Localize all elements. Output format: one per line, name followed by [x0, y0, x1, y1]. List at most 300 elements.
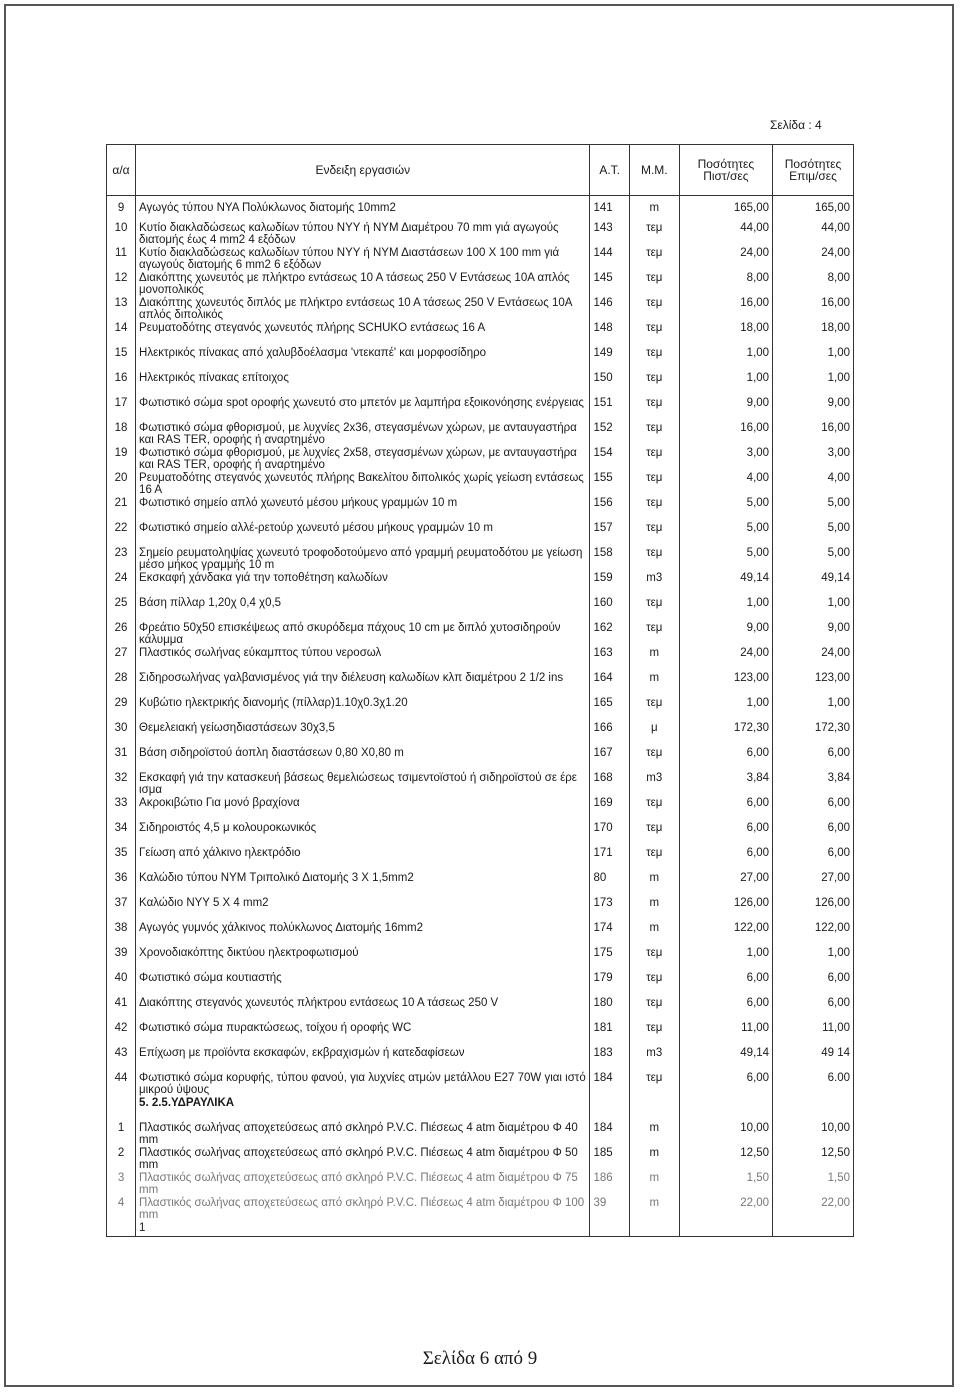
- table-row: [107, 1122, 854, 1147]
- table-row: [107, 572, 854, 597]
- row-number: 9: [107, 196, 136, 223]
- table-row: [107, 597, 854, 622]
- row-description: Φωτιστικό σώμα φθορισμού, με λυχνίες 2x58, στεγασμένων χώρων, με ανταυγαστήρα και RAS TER, οροφής ή αναρτημένο: [136, 447, 590, 472]
- row-number: 11: [107, 247, 136, 272]
- row-qty2: 4,00: [773, 472, 854, 497]
- row-qty2: 49,14: [773, 572, 854, 597]
- header-description: Ενδειξη εργασιών: [136, 145, 590, 196]
- row-description: Ηλεκτρικός πίνακας επίτοιχος: [136, 372, 590, 397]
- table-row: [107, 1172, 854, 1197]
- row-qty1: 16,00: [679, 422, 772, 447]
- row-unit: τεμ: [629, 697, 679, 722]
- row-qty2: 12,50: [773, 1147, 854, 1172]
- row-qty1: 6,00: [679, 797, 772, 822]
- row-at: 141: [590, 196, 629, 223]
- row-at: 171: [590, 847, 629, 872]
- row-description: Φωτιστικό σώμα φθορισμού, με λυχνίες 2x36, στεγασμένων χώρων, με ανταυγαστήρα και RAS TER, οροφής ή αναρτημένο: [136, 422, 590, 447]
- row-description: Σιδηροιστός 4,5 μ κολουροκωνικός: [136, 822, 590, 847]
- row-number: 35: [107, 847, 136, 872]
- header-mm: Μ.Μ.: [629, 145, 679, 196]
- row-at: 158: [590, 547, 629, 572]
- row-at: 179: [590, 972, 629, 997]
- row-qty1: 6,00: [679, 972, 772, 997]
- row-number: 34: [107, 822, 136, 847]
- row-number: 28: [107, 672, 136, 697]
- row-at: 186: [590, 1172, 629, 1197]
- row-at: 155: [590, 472, 629, 497]
- row-qty1: 6,00: [679, 847, 772, 872]
- row-number: 16: [107, 372, 136, 397]
- row-qty2: 24,00: [773, 247, 854, 272]
- row-description: Εκσκαφή γιά την κατασκευή βάσεως θεμελιώσεως τσιμεντοϊστού ή σιδηροϊστού σε έρε ισμα: [136, 772, 590, 797]
- section-title: 5. 2.5.ΥΔΡΑΥΛΙΚΑ: [136, 1097, 590, 1122]
- row-number: 37: [107, 897, 136, 922]
- row-number: 29: [107, 697, 136, 722]
- row-qty1: 1,00: [679, 372, 772, 397]
- row-unit: τεμ: [629, 347, 679, 372]
- row-qty2: 6,00: [773, 797, 854, 822]
- row-qty1: 22,00: [679, 1197, 772, 1222]
- row-qty1: 123,00: [679, 672, 772, 697]
- row-description: Κυτίο διακλαδώσεως καλωδίων τύπου ΝΥΥ ή ΝΥΜ Διαστάσεων 100 Χ 100 mm γιά αγωγούς διατομής 6 mm2 6 εξόδων: [136, 247, 590, 272]
- row-unit: τεμ: [629, 797, 679, 822]
- row-unit: τεμ: [629, 222, 679, 247]
- row-at: 143: [590, 222, 629, 247]
- row-qty1: 1,00: [679, 347, 772, 372]
- header-qty1: Ποσότητες Πιστ/σες: [679, 145, 772, 196]
- row-qty2: 16,00: [773, 297, 854, 322]
- table-row: [107, 947, 854, 972]
- row-at: 156: [590, 497, 629, 522]
- table-row: [107, 922, 854, 947]
- row-unit: τεμ: [629, 997, 679, 1022]
- row-number: 3: [107, 1172, 136, 1197]
- row-description: Φρεάτιο 50χ50 επισκέψεως από σκυρόδεμα πάχους 10 cm με διπλό χυτοσιδηρούν κάλυμμα: [136, 622, 590, 647]
- row-at: 160: [590, 597, 629, 622]
- row-number: 1: [107, 1122, 136, 1147]
- page-footer: Σελίδα 6 από 9: [422, 1348, 538, 1369]
- row-at: 145: [590, 272, 629, 297]
- row-at: 168: [590, 772, 629, 797]
- row-number: 42: [107, 1022, 136, 1047]
- row-qty2: 5,00: [773, 547, 854, 572]
- row-number: 41: [107, 997, 136, 1022]
- row-number: 12: [107, 272, 136, 297]
- row-description: Φωτιστικό σώμα spot οροφής χωνευτό στο μπετόν με λαμπήρα εξοικονόησης ενέργειας: [136, 397, 590, 422]
- row-qty1: 1,00: [679, 597, 772, 622]
- row-unit: m: [629, 647, 679, 672]
- table-row: [107, 422, 854, 447]
- row-unit: τεμ: [629, 472, 679, 497]
- row-qty1: 24,00: [679, 247, 772, 272]
- row-qty2: 126,00: [773, 897, 854, 922]
- empty-cell: [679, 1222, 772, 1237]
- row-at: 180: [590, 997, 629, 1022]
- row-qty1: 172,30: [679, 722, 772, 747]
- row-unit: τεμ: [629, 297, 679, 322]
- section-row: [107, 1097, 854, 1122]
- row-description: Ρευματοδότης στεγανός χωνευτός πλήρης SCHUKO εντάσεως 16 Α: [136, 322, 590, 347]
- row-at: 165: [590, 697, 629, 722]
- row-at: 146: [590, 297, 629, 322]
- row-qty2: 1,00: [773, 347, 854, 372]
- row-at: 167: [590, 747, 629, 772]
- row-description: Φωτιστικό σώμα πυρακτώσεως, τοίχου ή οροφής WC: [136, 1022, 590, 1047]
- row-unit: τεμ: [629, 822, 679, 847]
- row-number: 15: [107, 347, 136, 372]
- row-unit: τεμ: [629, 522, 679, 547]
- empty-cell: [590, 1222, 629, 1237]
- row-qty2: 6,00: [773, 747, 854, 772]
- row-unit: m: [629, 672, 679, 697]
- row-number: 36: [107, 872, 136, 897]
- row-qty2: 6,00: [773, 822, 854, 847]
- row-description: Φωτιστικό σημείο απλό χωνευτό μέσου μήκους γραμμών 10 m: [136, 497, 590, 522]
- row-at: 152: [590, 422, 629, 447]
- row-qty1: 18,00: [679, 322, 772, 347]
- row-qty1: 49,14: [679, 1047, 772, 1072]
- row-number: 27: [107, 647, 136, 672]
- row-unit: τεμ: [629, 547, 679, 572]
- row-description: Πλαστικός σωλήνας εύκαμπτος τύπου νεροσωλ: [136, 647, 590, 672]
- row-number: 10: [107, 222, 136, 247]
- row-description: Επίχωση με προϊόντα εκσκαφών, εκβραχισμών ή κατεδαφίσεων: [136, 1047, 590, 1072]
- empty-cell: [107, 1222, 136, 1237]
- row-qty2: 9,00: [773, 397, 854, 422]
- works-table: [106, 144, 854, 1237]
- row-qty2: 49 14: [773, 1047, 854, 1072]
- row-at: 170: [590, 822, 629, 847]
- row-qty1: 1,00: [679, 697, 772, 722]
- row-qty1: 3,84: [679, 772, 772, 797]
- row-at: 173: [590, 897, 629, 922]
- header-qty2: Ποσότητες Επιμ/σες: [773, 145, 854, 196]
- table-row: [107, 522, 854, 547]
- row-qty1: 11,00: [679, 1022, 772, 1047]
- row-qty1: 16,00: [679, 297, 772, 322]
- row-unit: m3: [629, 1047, 679, 1072]
- row-unit: τεμ: [629, 272, 679, 297]
- row-number: 20: [107, 472, 136, 497]
- row-number: 21: [107, 497, 136, 522]
- row-qty1: 122,00: [679, 922, 772, 947]
- row-qty2: 18,00: [773, 322, 854, 347]
- row-at: 166: [590, 722, 629, 747]
- row-qty1: 24,00: [679, 647, 772, 672]
- row-qty2: 11,00: [773, 1022, 854, 1047]
- row-number: 39: [107, 947, 136, 972]
- row-at: 184: [590, 1072, 629, 1097]
- row-number: 26: [107, 622, 136, 647]
- row-description: Πλαστικός σωλήνας αποχετεύσεως από σκληρό P.V.C. Πιέσεως 4 atm διαμέτρου Φ 40 mm: [136, 1122, 590, 1147]
- row-description: Διακόπτης χωνευτός με πλήκτρο εντάσεως 10 Α τάσεως 250 V Εντάσεως 10Α απλός μονοπολικός: [136, 272, 590, 297]
- empty-cell: [773, 1097, 854, 1122]
- row-at: 154: [590, 447, 629, 472]
- row-description: Σημείο ρευματοληψίας χωνευτό τροφοδοτούμενο από γραμμή ρευματοδότου με γείωση μέσο μήκος γραμμής 10 m: [136, 547, 590, 572]
- row-qty1: 6,00: [679, 747, 772, 772]
- row-at: 150: [590, 372, 629, 397]
- row-at: 185: [590, 1147, 629, 1172]
- row-qty1: 126,00: [679, 897, 772, 922]
- row-qty1: 9,00: [679, 622, 772, 647]
- row-description: Διακόπτης στεγανός χωνευτός πλήκτρου εντάσεως 10 Α τάσεως 250 V: [136, 997, 590, 1022]
- row-number: 4: [107, 1197, 136, 1222]
- row-at: 149: [590, 347, 629, 372]
- row-qty1: 6,00: [679, 1072, 772, 1097]
- table-row: [107, 747, 854, 772]
- row-number: 13: [107, 297, 136, 322]
- table-row: [107, 622, 854, 647]
- row-at: 174: [590, 922, 629, 947]
- empty-cell: [107, 1097, 136, 1122]
- table-row: [107, 697, 854, 722]
- table-row: [107, 1022, 854, 1047]
- empty-cell: [679, 1097, 772, 1122]
- table-row: [107, 222, 854, 247]
- row-description: Πλαστικός σωλήνας αποχετεύσεως από σκληρό P.V.C. Πιέσεως 4 atm διαμέτρου Φ 75 mm: [136, 1172, 590, 1197]
- row-at: 175: [590, 947, 629, 972]
- row-unit: m: [629, 1122, 679, 1147]
- row-number: 22: [107, 522, 136, 547]
- row-qty2: 165,00: [773, 196, 854, 223]
- row-at: 184: [590, 1122, 629, 1147]
- row-unit: τεμ: [629, 597, 679, 622]
- row-description: Αγωγός γυμνός χάλκινος πολύκλωνος Διατομής 16mm2: [136, 922, 590, 947]
- row-at: 169: [590, 797, 629, 822]
- row-unit: m: [629, 872, 679, 897]
- row-number: 31: [107, 747, 136, 772]
- row-qty1: 49,14: [679, 572, 772, 597]
- table-row: [107, 1047, 854, 1072]
- row-qty1: 9,00: [679, 397, 772, 422]
- row-number: 25: [107, 597, 136, 622]
- row-number: 18: [107, 422, 136, 447]
- row-qty2: 3,00: [773, 447, 854, 472]
- row-unit: τεμ: [629, 972, 679, 997]
- row-unit: τεμ: [629, 1072, 679, 1097]
- row-qty2: 3,84: [773, 772, 854, 797]
- table-row: [107, 472, 854, 497]
- row-description: Καλώδιο τύπου ΝΥΜ Τριπολικό Διατομής 3 Χ 1,5mm2: [136, 872, 590, 897]
- row-number: 17: [107, 397, 136, 422]
- row-qty1: 4,00: [679, 472, 772, 497]
- row-qty1: 6,00: [679, 822, 772, 847]
- row-description: Φωτιστικό σώμα κορυφής, τύπου φανού, για λυχνίες ατμών μετάλλου Ε27 70W γιαι ιστό μικρού ύψους: [136, 1072, 590, 1097]
- row-unit: τεμ: [629, 322, 679, 347]
- row-unit: m: [629, 897, 679, 922]
- row-at: 181: [590, 1022, 629, 1047]
- table-row: [107, 447, 854, 472]
- row-qty1: 44,00: [679, 222, 772, 247]
- row-number: 40: [107, 972, 136, 997]
- row-qty2: 5,00: [773, 497, 854, 522]
- table-row: [107, 647, 854, 672]
- row-number: 33: [107, 797, 136, 822]
- row-unit: m: [629, 1197, 679, 1222]
- row-description: Καλώδιο ΝΥΥ 5 Χ 4 mm2: [136, 897, 590, 922]
- row-number: 2: [107, 1147, 136, 1172]
- table-row: [107, 397, 854, 422]
- row-unit: m: [629, 922, 679, 947]
- row-description: Αγωγός τύπου ΝΥΑ Πολύκλωνος διατομής 10mm2: [136, 196, 590, 223]
- row-unit: τεμ: [629, 747, 679, 772]
- row-number: 23: [107, 547, 136, 572]
- row-qty1: 6,00: [679, 997, 772, 1022]
- table-row: [107, 872, 854, 897]
- row-description: Πλαστικός σωλήνας αποχετεύσεως από σκληρό P.V.C. Πιέσεως 4 atm διαμέτρου Φ 50 mm: [136, 1147, 590, 1172]
- row-at: 144: [590, 247, 629, 272]
- row-qty2: 1,00: [773, 372, 854, 397]
- row-qty2: 10,00: [773, 1122, 854, 1147]
- table-row: [107, 772, 854, 797]
- table-row: [107, 347, 854, 372]
- row-at: 162: [590, 622, 629, 647]
- row-at: 159: [590, 572, 629, 597]
- row-qty2: 24,00: [773, 647, 854, 672]
- table-row: [107, 372, 854, 397]
- row-qty2: 1,00: [773, 947, 854, 972]
- table-row: [107, 247, 854, 272]
- row-description: Ηλεκτρικός πίνακας από χαλυβδοέλασμα 'ντεκαπέ' και μορφοσίδηρο: [136, 347, 590, 372]
- table-row: [107, 297, 854, 322]
- row-description: Χρονοδιακόπτης δικτύου ηλεκτροφωτισμού: [136, 947, 590, 972]
- row-qty2: 122,00: [773, 922, 854, 947]
- row-qty2: 6,00: [773, 997, 854, 1022]
- table-row: [107, 272, 854, 297]
- row-qty1: 12,50: [679, 1147, 772, 1172]
- row-number: 44: [107, 1072, 136, 1097]
- row-number: 32: [107, 772, 136, 797]
- row-description: Κυβώτιο ηλεκτρικής διανομής (πίλλαρ)1.10χ0.3χ1.20: [136, 697, 590, 722]
- table-row: [107, 547, 854, 572]
- row-qty2: 1,00: [773, 597, 854, 622]
- row-qty1: 3,00: [679, 447, 772, 472]
- row-unit: τεμ: [629, 622, 679, 647]
- row-qty2: 6.00: [773, 1072, 854, 1097]
- row-qty2: 16,00: [773, 422, 854, 447]
- row-number: 19: [107, 447, 136, 472]
- row-description: Εκσκαφή χάνδακα γιά την τοποθέτηση καλωδίων: [136, 572, 590, 597]
- header-at: Α.Τ.: [590, 145, 629, 196]
- row-at: 148: [590, 322, 629, 347]
- row-qty2: 8,00: [773, 272, 854, 297]
- row-qty1: 27,00: [679, 872, 772, 897]
- row-description: Πλαστικός σωλήνας αποχετεύσεως από σκληρό P.V.C. Πιέσεως 4 atm διαμέτρου Φ 100 mm: [136, 1197, 590, 1222]
- row-number: 14: [107, 322, 136, 347]
- row-unit: τεμ: [629, 847, 679, 872]
- empty-cell: [773, 1222, 854, 1237]
- row-number: 43: [107, 1047, 136, 1072]
- table-row: [107, 322, 854, 347]
- row-unit: τεμ: [629, 372, 679, 397]
- table-row: [107, 797, 854, 822]
- row-qty1: 5,00: [679, 522, 772, 547]
- row-description: Γείωση από χάλκινο ηλεκτρόδιο: [136, 847, 590, 872]
- row-qty2: 6,00: [773, 847, 854, 872]
- table-row: [107, 822, 854, 847]
- row-number: 38: [107, 922, 136, 947]
- row-qty1: 5,00: [679, 497, 772, 522]
- row-unit: τεμ: [629, 397, 679, 422]
- row-qty1: 1,50: [679, 1172, 772, 1197]
- table-row: [107, 997, 854, 1022]
- row-qty2: 172,30: [773, 722, 854, 747]
- row-unit: m: [629, 196, 679, 223]
- table-row: [107, 1222, 854, 1237]
- table-row: [107, 847, 854, 872]
- row-qty1: 10,00: [679, 1122, 772, 1147]
- empty-cell: [629, 1222, 679, 1237]
- row-unit: m3: [629, 572, 679, 597]
- row-description: Βάση σιδηροϊστού άοπλη διαστάσεων 0,80 Χ0,80 m: [136, 747, 590, 772]
- row-unit: μ: [629, 722, 679, 747]
- row-description: Βάση πίλλαρ 1,20χ 0,4 χ0,5: [136, 597, 590, 622]
- row-qty2: 1,00: [773, 697, 854, 722]
- row-qty2: 27,00: [773, 872, 854, 897]
- table-row: [107, 497, 854, 522]
- table-row: [107, 1072, 854, 1097]
- row-qty2: 6,00: [773, 972, 854, 997]
- row-at: 80: [590, 872, 629, 897]
- table-header-row: [107, 145, 854, 196]
- row-unit: τεμ: [629, 247, 679, 272]
- table-row: [107, 1197, 854, 1222]
- table-row: [107, 1147, 854, 1172]
- row-at: 163: [590, 647, 629, 672]
- row-description: Ακροκιβώτιο Για μονό βραχίονα: [136, 797, 590, 822]
- row-qty2: 1,50: [773, 1172, 854, 1197]
- row-qty1: 165,00: [679, 196, 772, 223]
- row-qty1: 5,00: [679, 547, 772, 572]
- row-unit: τεμ: [629, 497, 679, 522]
- row-description: Φωτιστικό σημείο αλλέ-ρετούρ χωνευτό μέσου μήκους γραμμών 10 m: [136, 522, 590, 547]
- row-qty1: 1,00: [679, 947, 772, 972]
- row-unit: τεμ: [629, 422, 679, 447]
- row-number: 30: [107, 722, 136, 747]
- row-unit: τεμ: [629, 447, 679, 472]
- row-at: 157: [590, 522, 629, 547]
- empty-cell: [590, 1097, 629, 1122]
- row-unit: τεμ: [629, 1022, 679, 1047]
- row-qty2: 9,00: [773, 622, 854, 647]
- row-number: 24: [107, 572, 136, 597]
- row-unit: m: [629, 1147, 679, 1172]
- row-qty2: 22,00: [773, 1197, 854, 1222]
- row-unit: m: [629, 1172, 679, 1197]
- row-at: 151: [590, 397, 629, 422]
- row-at: 39: [590, 1197, 629, 1222]
- row-qty2: 5,00: [773, 522, 854, 547]
- row-description: Θεμελειακή γείωσηδιαστάσεων 30χ3,5: [136, 722, 590, 747]
- row-at: 164: [590, 672, 629, 697]
- row-description: Ρευματοδότης στεγανός χωνευτός πλήρης Βακελίτου διπολικός χωρίς γείωση εντάσεως 16 Α: [136, 472, 590, 497]
- row-unit: τεμ: [629, 947, 679, 972]
- row-description: Φωτιστικό σώμα κουτιαστής: [136, 972, 590, 997]
- row-description: Διακόπτης χωνευτός διπλός με πλήκτρο εντάσεως 10 Α τάσεως 250 V Εντάσεως 10Α απλός διπολικός: [136, 297, 590, 322]
- trailing-mark: 1: [136, 1222, 590, 1237]
- table-row: [107, 196, 854, 223]
- header-aa: α/α: [107, 145, 136, 196]
- row-description: Σιδηροσωλήνας γαλβανισμένος γιά την διέλευση καλωδίων κλπ διαμέτρου 2 1/2 ins: [136, 672, 590, 697]
- table-row: [107, 897, 854, 922]
- table-body: [107, 196, 854, 1237]
- empty-cell: [629, 1097, 679, 1122]
- row-qty2: 44,00: [773, 222, 854, 247]
- row-qty2: 123,00: [773, 672, 854, 697]
- row-qty1: 8,00: [679, 272, 772, 297]
- table-row: [107, 972, 854, 997]
- table-row: [107, 672, 854, 697]
